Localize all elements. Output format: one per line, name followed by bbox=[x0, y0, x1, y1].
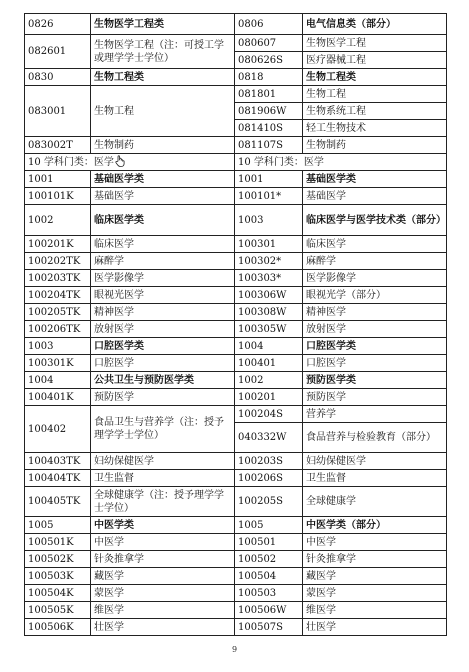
new-major-code: 100405TK bbox=[25, 487, 91, 517]
new-major-name: 放射医学 bbox=[91, 321, 235, 338]
new-major-code: 100404TK bbox=[25, 470, 91, 487]
old-major-name: 轻工生物技术 bbox=[303, 120, 447, 137]
old-major-name: 口腔医学 bbox=[303, 355, 447, 372]
new-discipline-category bbox=[25, 154, 235, 171]
new-category-code: 1001 bbox=[25, 171, 91, 188]
new-major-code: 100403TK bbox=[25, 453, 91, 470]
new-major-name: 针灸推拿学 bbox=[91, 551, 235, 568]
table-row bbox=[25, 86, 447, 103]
new-category-code: 1003 bbox=[25, 338, 91, 355]
table-row bbox=[25, 517, 447, 534]
table-row bbox=[25, 406, 447, 423]
old-major-name: 藏医学 bbox=[303, 568, 447, 585]
old-major-code: 081107S bbox=[235, 137, 303, 154]
table-row bbox=[25, 270, 447, 287]
old-major-code: 080626S bbox=[235, 52, 303, 69]
old-major-name: 针灸推拿学 bbox=[303, 551, 447, 568]
new-category-code: 1002 bbox=[25, 205, 91, 236]
old-major-name: 生物系统工程 bbox=[303, 103, 447, 120]
new-category-code: 0830 bbox=[25, 69, 91, 86]
old-major-name: 中医学 bbox=[303, 534, 447, 551]
old-major-code: 100308W bbox=[235, 304, 303, 321]
new-major-name: 医学影像学 bbox=[91, 270, 235, 287]
new-major-name: 精神医学 bbox=[91, 304, 235, 321]
table-row bbox=[25, 487, 447, 517]
new-major-code: 082601 bbox=[25, 35, 91, 69]
old-major-code: 100401 bbox=[235, 355, 303, 372]
old-category-name: 临床医学与医学技术类（部分） bbox=[303, 205, 447, 236]
new-major-code: 100506K bbox=[25, 619, 91, 636]
old-major-name: 医学影像学 bbox=[303, 270, 447, 287]
old-major-code: 100502 bbox=[235, 551, 303, 568]
old-major-name: 维医学 bbox=[303, 602, 447, 619]
old-major-code: 100305W bbox=[235, 321, 303, 338]
new-major-name: 生物制药 bbox=[91, 137, 235, 154]
table-row bbox=[25, 534, 447, 551]
new-major-code: 100505K bbox=[25, 602, 91, 619]
new-major-code: 100504K bbox=[25, 585, 91, 602]
old-major-name: 全球健康学 bbox=[303, 487, 447, 517]
new-major-code: 100206TK bbox=[25, 321, 91, 338]
old-major-name: 营养学 bbox=[303, 406, 447, 423]
new-major-code: 100401K bbox=[25, 389, 91, 406]
new-major-name: 临床医学 bbox=[91, 236, 235, 253]
old-major-code: 100206S bbox=[235, 470, 303, 487]
old-major-name: 医疗器械工程 bbox=[303, 52, 447, 69]
table-row bbox=[25, 453, 447, 470]
old-major-code: 100507S bbox=[235, 619, 303, 636]
old-major-name: 壮医学 bbox=[303, 619, 447, 636]
table-row bbox=[25, 568, 447, 585]
table-row bbox=[25, 14, 447, 35]
old-category-name: 生物工程类 bbox=[303, 69, 447, 86]
new-category-code: 1004 bbox=[25, 372, 91, 389]
table-row bbox=[25, 602, 447, 619]
old-major-code: 081906W bbox=[235, 103, 303, 120]
old-major-code: 100506W bbox=[235, 602, 303, 619]
discipline-category-label: 10 学科门类：医学 bbox=[28, 157, 114, 168]
old-major-code: 100303* bbox=[235, 270, 303, 287]
table-row bbox=[25, 355, 447, 372]
old-category-name: 预防医学类 bbox=[303, 372, 447, 389]
old-major-code: 100504 bbox=[235, 568, 303, 585]
table-row bbox=[25, 338, 447, 355]
new-major-code: 100502K bbox=[25, 551, 91, 568]
table-row bbox=[25, 287, 447, 304]
old-category-code: 0806 bbox=[235, 14, 303, 35]
new-major-name: 中医学 bbox=[91, 534, 235, 551]
old-major-name: 眼视光学（部分） bbox=[303, 287, 447, 304]
old-major-code: 100204S bbox=[235, 406, 303, 423]
old-major-name: 生物制药 bbox=[303, 137, 447, 154]
new-major-name: 妇幼保健医学 bbox=[91, 453, 235, 470]
old-category-code: 1002 bbox=[235, 372, 303, 389]
old-category-code: 1004 bbox=[235, 338, 303, 355]
old-category-name: 口腔医学类 bbox=[303, 338, 447, 355]
table-row bbox=[25, 321, 447, 338]
old-major-name: 放射医学 bbox=[303, 321, 447, 338]
old-major-name: 生物工程 bbox=[303, 86, 447, 103]
old-category-code: 0818 bbox=[235, 69, 303, 86]
table-row bbox=[25, 389, 447, 406]
new-major-name: 生物医学工程（注：可授工学或理学学士学位） bbox=[91, 35, 235, 69]
old-category-name: 中医学类（部分） bbox=[303, 517, 447, 534]
old-category-name: 基础医学类 bbox=[303, 171, 447, 188]
table-row bbox=[25, 69, 447, 86]
old-major-name: 临床医学 bbox=[303, 236, 447, 253]
old-major-code: 100203S bbox=[235, 453, 303, 470]
table-row bbox=[25, 236, 447, 253]
new-major-name: 口腔医学 bbox=[91, 355, 235, 372]
old-discipline-category: 10 学科门类：医学 bbox=[235, 154, 447, 171]
old-major-name: 生物医学工程 bbox=[303, 35, 447, 52]
new-major-code: 100503K bbox=[25, 568, 91, 585]
hand-pointer-icon bbox=[115, 155, 125, 167]
new-category-name: 基础医学类 bbox=[91, 171, 235, 188]
old-major-code: 100101* bbox=[235, 188, 303, 205]
table-row bbox=[25, 35, 447, 52]
old-category-name: 电气信息类（部分） bbox=[303, 14, 447, 35]
new-major-code: 083001 bbox=[25, 86, 91, 137]
new-major-code: 100204TK bbox=[25, 287, 91, 304]
new-major-name: 蒙医学 bbox=[91, 585, 235, 602]
new-category-name: 中医学类 bbox=[91, 517, 235, 534]
new-major-name: 卫生监督 bbox=[91, 470, 235, 487]
new-major-code: 100202TK bbox=[25, 253, 91, 270]
old-major-name: 基础医学 bbox=[303, 188, 447, 205]
old-major-code: 100501 bbox=[235, 534, 303, 551]
old-major-name: 蒙医学 bbox=[303, 585, 447, 602]
table-row bbox=[25, 137, 447, 154]
new-major-name: 壮医学 bbox=[91, 619, 235, 636]
old-major-code: 100201 bbox=[235, 389, 303, 406]
page-number: 9 bbox=[231, 645, 238, 654]
new-major-code: 083002T bbox=[25, 137, 91, 154]
old-major-name: 麻醉学 bbox=[303, 253, 447, 270]
old-major-name: 妇幼保健医学 bbox=[303, 453, 447, 470]
old-major-code: 100306W bbox=[235, 287, 303, 304]
old-major-name: 精神医学 bbox=[303, 304, 447, 321]
new-category-code: 1005 bbox=[25, 517, 91, 534]
old-major-code: 081801 bbox=[235, 86, 303, 103]
new-major-name: 基础医学 bbox=[91, 188, 235, 205]
new-category-name: 口腔医学类 bbox=[91, 338, 235, 355]
table-row bbox=[25, 154, 447, 171]
table-row bbox=[25, 551, 447, 568]
table-row bbox=[25, 372, 447, 389]
new-major-name: 藏医学 bbox=[91, 568, 235, 585]
table-row bbox=[25, 205, 447, 236]
table-row bbox=[25, 304, 447, 321]
table-row bbox=[25, 619, 447, 636]
old-major-name: 预防医学 bbox=[303, 389, 447, 406]
new-major-name: 全球健康学（注：授予理学学士学位） bbox=[91, 487, 235, 517]
new-category-name: 公共卫生与预防医学类 bbox=[91, 372, 235, 389]
old-major-name: 卫生监督 bbox=[303, 470, 447, 487]
old-category-code: 1001 bbox=[235, 171, 303, 188]
old-major-code: 080607 bbox=[235, 35, 303, 52]
old-major-code: 040332W bbox=[235, 423, 303, 453]
table-row bbox=[25, 188, 447, 205]
new-major-code: 100201K bbox=[25, 236, 91, 253]
document-page bbox=[24, 13, 446, 636]
new-major-code: 100203TK bbox=[25, 270, 91, 287]
old-major-name: 食品营养与检验教育（部分） bbox=[303, 423, 447, 453]
old-major-code: 081410S bbox=[235, 120, 303, 137]
table-row bbox=[25, 171, 447, 188]
new-category-name: 临床医学类 bbox=[91, 205, 235, 236]
new-major-name: 眼视光医学 bbox=[91, 287, 235, 304]
old-category-code: 1005 bbox=[235, 517, 303, 534]
new-major-name: 维医学 bbox=[91, 602, 235, 619]
old-major-code: 100301 bbox=[235, 236, 303, 253]
table-row bbox=[25, 585, 447, 602]
new-major-code: 100301K bbox=[25, 355, 91, 372]
table-row bbox=[25, 253, 447, 270]
new-major-name: 食品卫生与营养学（注：授予理学学士学位） bbox=[91, 406, 235, 453]
old-major-code: 100302* bbox=[235, 253, 303, 270]
old-major-code: 100503 bbox=[235, 585, 303, 602]
new-major-name: 生物工程 bbox=[91, 86, 235, 137]
new-category-name: 生物医学工程类 bbox=[91, 14, 235, 35]
new-category-code: 0826 bbox=[25, 14, 91, 35]
new-major-name: 预防医学 bbox=[91, 389, 235, 406]
new-major-code: 100501K bbox=[25, 534, 91, 551]
old-category-code: 1003 bbox=[235, 205, 303, 236]
new-major-code: 100101K bbox=[25, 188, 91, 205]
new-major-code: 100205TK bbox=[25, 304, 91, 321]
new-category-name: 生物工程类 bbox=[91, 69, 235, 86]
new-major-name: 麻醉学 bbox=[91, 253, 235, 270]
major-correspondence-table bbox=[24, 13, 447, 636]
new-major-code: 100402 bbox=[25, 406, 91, 453]
old-major-code: 100205S bbox=[235, 487, 303, 517]
table-row bbox=[25, 470, 447, 487]
